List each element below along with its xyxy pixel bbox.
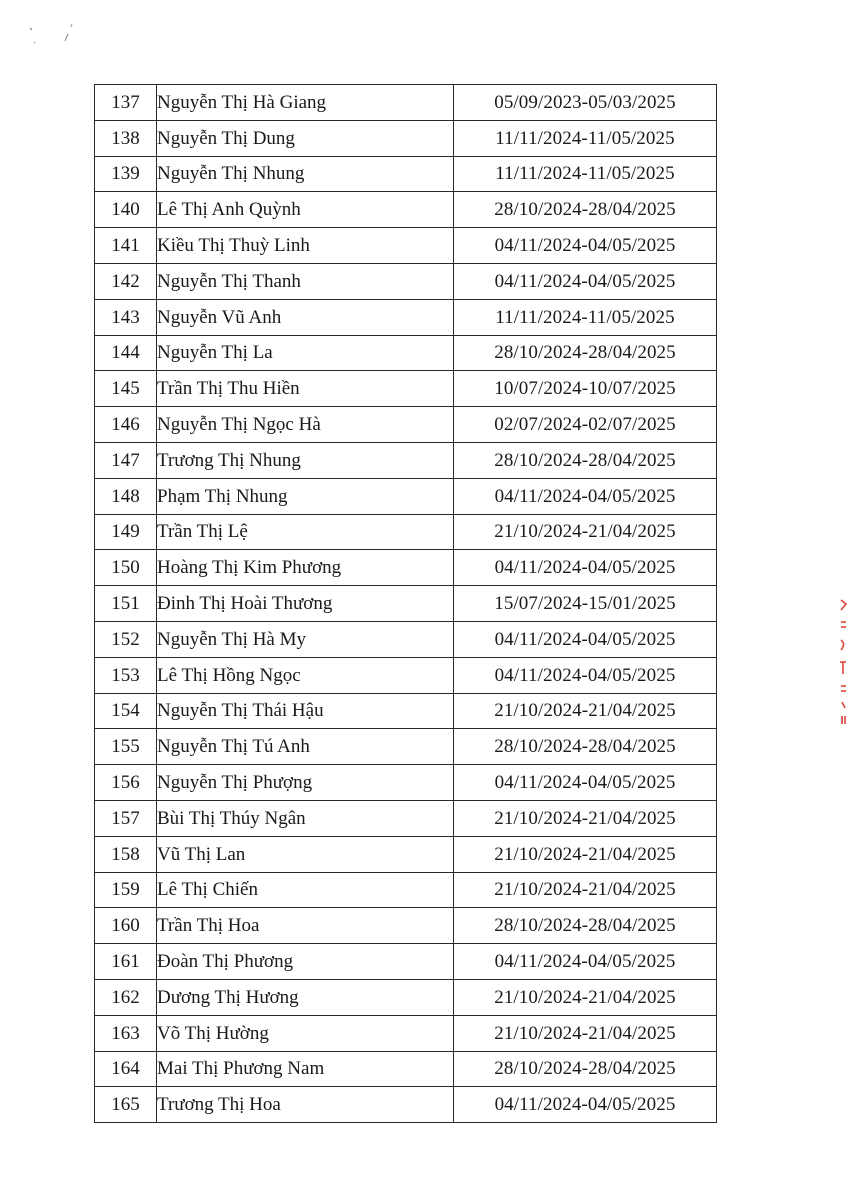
employee-name-cell: Nguyễn Thị Nhung	[157, 156, 454, 192]
table-row	[95, 836, 717, 872]
period-cell: 21/10/2024-21/04/2025	[454, 979, 717, 1015]
row-number-cell: 152	[95, 621, 157, 657]
row-number-cell: 137	[95, 85, 157, 121]
row-number-cell: 160	[95, 908, 157, 944]
period-cell: 21/10/2024-21/04/2025	[454, 800, 717, 836]
employee-name-cell: Lê Thị Chiến	[157, 872, 454, 908]
table-row	[95, 120, 717, 156]
row-number-cell: 140	[95, 192, 157, 228]
records-table	[94, 84, 717, 1123]
table-row	[95, 550, 717, 586]
row-number-cell: 142	[95, 263, 157, 299]
table-row	[95, 657, 717, 693]
row-number-cell: 164	[95, 1051, 157, 1087]
period-cell: 05/09/2023-05/03/2025	[454, 85, 717, 121]
period-cell: 04/11/2024-04/05/2025	[454, 657, 717, 693]
period-cell: 28/10/2024-28/04/2025	[454, 442, 717, 478]
period-cell: 28/10/2024-28/04/2025	[454, 1051, 717, 1087]
period-cell: 04/11/2024-04/05/2025	[454, 765, 717, 801]
row-number-cell: 143	[95, 299, 157, 335]
partial-seal-edge-icon	[838, 598, 848, 726]
employee-name-cell: Dương Thị Hương	[157, 979, 454, 1015]
row-number-cell: 139	[95, 156, 157, 192]
employee-name-cell: Lê Thị Hồng Ngọc	[157, 657, 454, 693]
employee-name-cell: Trương Thị Hoa	[157, 1087, 454, 1123]
table-row	[95, 693, 717, 729]
table-row	[95, 299, 717, 335]
table-row	[95, 442, 717, 478]
employee-name-cell: Vũ Thị Lan	[157, 836, 454, 872]
table-row	[95, 621, 717, 657]
period-cell: 02/07/2024-02/07/2025	[454, 407, 717, 443]
employee-name-cell: Nguyễn Thị Hà Giang	[157, 85, 454, 121]
period-cell: 11/11/2024-11/05/2025	[454, 299, 717, 335]
table-row	[95, 371, 717, 407]
employee-name-cell: Nguyễn Thị La	[157, 335, 454, 371]
row-number-cell: 146	[95, 407, 157, 443]
period-cell: 11/11/2024-11/05/2025	[454, 120, 717, 156]
table-row	[95, 800, 717, 836]
table-row	[95, 228, 717, 264]
period-cell: 28/10/2024-28/04/2025	[454, 335, 717, 371]
table-row	[95, 85, 717, 121]
table-row	[95, 514, 717, 550]
period-cell: 21/10/2024-21/04/2025	[454, 1015, 717, 1051]
period-cell: 15/07/2024-15/01/2025	[454, 586, 717, 622]
period-cell: 21/10/2024-21/04/2025	[454, 872, 717, 908]
employee-name-cell: Nguyễn Thị Ngọc Hà	[157, 407, 454, 443]
period-cell: 04/11/2024-04/05/2025	[454, 621, 717, 657]
employee-name-cell: Nguyễn Thị Hà My	[157, 621, 454, 657]
table-row	[95, 765, 717, 801]
employee-name-cell: Nguyễn Thị Phượng	[157, 765, 454, 801]
row-number-cell: 155	[95, 729, 157, 765]
period-cell: 04/11/2024-04/05/2025	[454, 478, 717, 514]
period-cell: 10/07/2024-10/07/2025	[454, 371, 717, 407]
table-row	[95, 407, 717, 443]
row-number-cell: 162	[95, 979, 157, 1015]
employee-name-cell: Nguyễn Thị Thanh	[157, 263, 454, 299]
row-number-cell: 159	[95, 872, 157, 908]
employee-name-cell: Hoàng Thị Kim Phương	[157, 550, 454, 586]
employee-name-cell: Nguyễn Vũ Anh	[157, 299, 454, 335]
period-cell: 04/11/2024-04/05/2025	[454, 228, 717, 264]
employee-name-cell: Bùi Thị Thúy Ngân	[157, 800, 454, 836]
period-cell: 21/10/2024-21/04/2025	[454, 836, 717, 872]
table-row	[95, 908, 717, 944]
row-number-cell: 144	[95, 335, 157, 371]
employee-name-cell: Nguyễn Thị Tú Anh	[157, 729, 454, 765]
table-row	[95, 1051, 717, 1087]
records-table-body	[95, 85, 717, 1123]
table-row	[95, 979, 717, 1015]
period-cell: 04/11/2024-04/05/2025	[454, 263, 717, 299]
period-cell: 21/10/2024-21/04/2025	[454, 693, 717, 729]
employee-name-cell: Đinh Thị Hoài Thương	[157, 586, 454, 622]
row-number-cell: 163	[95, 1015, 157, 1051]
row-number-cell: 158	[95, 836, 157, 872]
row-number-cell: 138	[95, 120, 157, 156]
row-number-cell: 149	[95, 514, 157, 550]
employee-name-cell: Kiều Thị Thuỳ Linh	[157, 228, 454, 264]
employee-name-cell: Mai Thị Phương Nam	[157, 1051, 454, 1087]
employee-name-cell: Phạm Thị Nhung	[157, 478, 454, 514]
table-row	[95, 335, 717, 371]
employee-name-cell: Nguyễn Thị Dung	[157, 120, 454, 156]
row-number-cell: 151	[95, 586, 157, 622]
employee-name-cell: Trương Thị Nhung	[157, 442, 454, 478]
row-number-cell: 153	[95, 657, 157, 693]
period-cell: 28/10/2024-28/04/2025	[454, 908, 717, 944]
scan-speck-icon	[28, 22, 88, 52]
employee-name-cell: Đoàn Thị Phương	[157, 944, 454, 980]
period-cell: 04/11/2024-04/05/2025	[454, 550, 717, 586]
row-number-cell: 161	[95, 944, 157, 980]
period-cell: 28/10/2024-28/04/2025	[454, 729, 717, 765]
period-cell: 04/11/2024-04/05/2025	[454, 1087, 717, 1123]
table-row	[95, 1015, 717, 1051]
employee-name-cell: Trần Thị Thu Hiền	[157, 371, 454, 407]
row-number-cell: 150	[95, 550, 157, 586]
table-row	[95, 872, 717, 908]
employee-name-cell: Trần Thị Lệ	[157, 514, 454, 550]
employee-name-cell: Lê Thị Anh Quỳnh	[157, 192, 454, 228]
period-cell: 21/10/2024-21/04/2025	[454, 514, 717, 550]
row-number-cell: 156	[95, 765, 157, 801]
table-row	[95, 192, 717, 228]
period-cell: 11/11/2024-11/05/2025	[454, 156, 717, 192]
table-row	[95, 263, 717, 299]
table-row	[95, 1087, 717, 1123]
table-row	[95, 586, 717, 622]
row-number-cell: 141	[95, 228, 157, 264]
period-cell: 04/11/2024-04/05/2025	[454, 944, 717, 980]
table-row	[95, 729, 717, 765]
row-number-cell: 145	[95, 371, 157, 407]
row-number-cell: 148	[95, 478, 157, 514]
table-row	[95, 944, 717, 980]
employee-name-cell: Võ Thị Hường	[157, 1015, 454, 1051]
table-row	[95, 156, 717, 192]
employee-name-cell: Trần Thị Hoa	[157, 908, 454, 944]
row-number-cell: 157	[95, 800, 157, 836]
table-row	[95, 478, 717, 514]
row-number-cell: 147	[95, 442, 157, 478]
row-number-cell: 165	[95, 1087, 157, 1123]
period-cell: 28/10/2024-28/04/2025	[454, 192, 717, 228]
row-number-cell: 154	[95, 693, 157, 729]
employee-name-cell: Nguyễn Thị Thái Hậu	[157, 693, 454, 729]
